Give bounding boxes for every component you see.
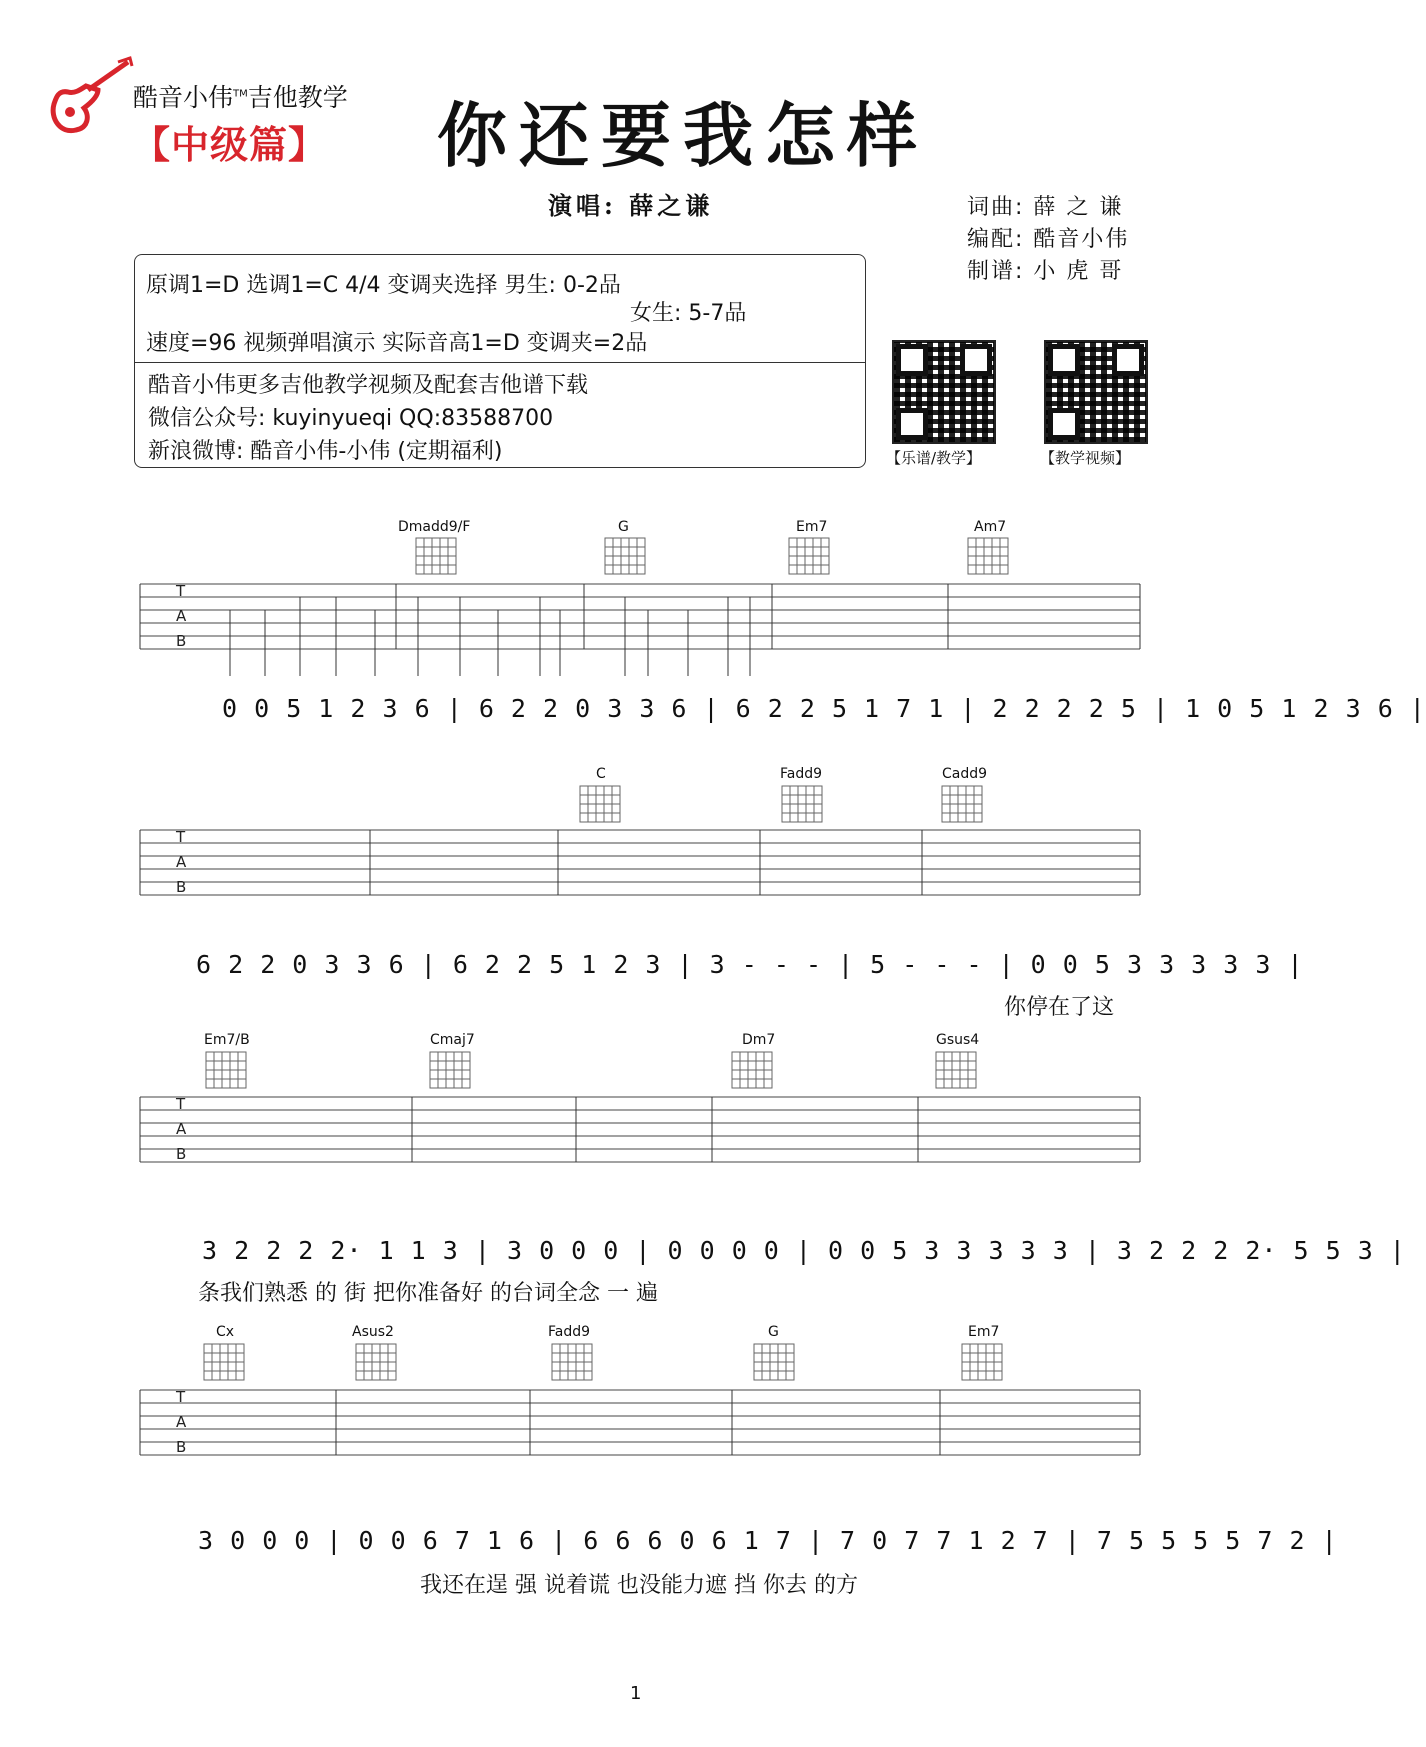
chord-diagram — [416, 538, 456, 574]
jianpu-line: 3 0 0 0 | 0 0 6 7 1 6 | 6 6 6 0 6 1 7 | 7 0 7 7 1 2 7 | 7 5 5 5 5 7 2 | — [198, 1526, 1338, 1555]
chord-diagram — [782, 786, 822, 822]
chord-diagram — [356, 1344, 396, 1380]
chord-name: C — [596, 766, 606, 782]
promo-line: 酷音小伟更多吉他教学视频及配套吉他谱下载 — [148, 373, 589, 398]
chord-name: Fadd9 — [548, 1324, 591, 1340]
page-number: 1 — [630, 1683, 642, 1704]
chord-name: Asus2 — [352, 1324, 394, 1340]
qr-caption-sheet: 【乐谱/教学】 — [886, 449, 982, 467]
chord-name: Cmaj7 — [430, 1032, 475, 1048]
chord-diagram — [789, 538, 829, 574]
chord-diagram — [206, 1052, 246, 1088]
chord-name: Gsus4 — [936, 1032, 980, 1048]
chord-name: Am7 — [974, 519, 1007, 535]
chord-diagram — [754, 1344, 794, 1380]
weibo-line: 新浪微博: 酷音小伟-小伟 (定期福利) — [148, 439, 503, 464]
svg-text:B: B — [176, 1438, 187, 1456]
chord-diagram — [552, 1344, 592, 1380]
chord-diagram — [936, 1052, 976, 1088]
svg-text:A: A — [176, 1413, 187, 1431]
svg-text:A: A — [176, 853, 187, 871]
chord-name: Em7 — [796, 519, 828, 535]
lyrics-line: 条我们熟悉 的 街 把你准备好 的台词全念 一 遍 — [198, 1281, 658, 1306]
svg-text:A: A — [176, 1120, 187, 1138]
wechat-line: 微信公众号: kuyinyueqi QQ:83588700 — [148, 406, 554, 431]
chord-name: Cadd9 — [942, 766, 988, 782]
chord-diagram — [204, 1344, 244, 1380]
capo-female-line: 女生: 5-7品 — [630, 301, 747, 326]
song-title: 你还要我怎样 — [437, 94, 929, 177]
chord-diagram — [605, 538, 645, 574]
jianpu-line: 6 2 2 0 3 3 6 | 6 2 2 5 1 2 3 | 3 - - - | 5 - - - | 0 0 5 3 3 3 3 3 | — [196, 950, 1304, 979]
svg-text:T: T — [176, 828, 186, 846]
chord-diagram — [580, 786, 620, 822]
chord-diagram — [430, 1052, 470, 1088]
chord-name: Dm7 — [742, 1032, 776, 1048]
svg-text:B: B — [176, 1145, 187, 1163]
credit-lyrics-music: 词曲: 薛 之 谦 — [967, 195, 1124, 220]
chord-name: Cx — [216, 1324, 235, 1340]
svg-text:T: T — [176, 1095, 186, 1113]
key-line: 原调1=D 选调1=C 4/4 变调夹选择 男生: 0-2品 — [146, 273, 621, 298]
chord-name: Em7 — [968, 1324, 1000, 1340]
difficulty-level: 【中级篇】 — [132, 123, 328, 167]
svg-text:B: B — [176, 878, 187, 896]
brand-name: 酷音小伟™吉他教学 — [133, 83, 348, 112]
svg-text:T: T — [176, 1388, 186, 1406]
chord-name: G — [618, 519, 629, 535]
chord-name: G — [768, 1324, 779, 1340]
chord-diagram — [732, 1052, 772, 1088]
svg-text:B: B — [176, 632, 187, 650]
credit-transcriber: 制谱: 小 虎 哥 — [967, 259, 1124, 284]
chord-name: Dmadd9/F — [398, 519, 471, 535]
credit-arranger: 编配: 酷音小伟 — [967, 227, 1130, 252]
chord-name: Em7/B — [204, 1032, 250, 1048]
lyrics-line: 我还在逞 强 说着谎 也没能力遮 挡 你去 的方 — [420, 1573, 858, 1598]
qr-caption-video: 【教学视频】 — [1040, 449, 1131, 467]
jianpu-line: 0 0 5 1 2 3 6 | 6 2 2 0 3 3 6 | 6 2 2 5 1 7 1 | 2 2 2 2 5 | 1 0 5 1 2 3 6 | — [222, 694, 1426, 723]
chord-name: Fadd9 — [780, 766, 823, 782]
singer: 演唱: 薛之谦 — [548, 191, 714, 220]
lyrics-line: 你停在了这 — [1004, 995, 1115, 1020]
tempo-line: 速度=96 视频弹唱演示 实际音高1=D 变调夹=2品 — [146, 331, 648, 356]
chord-diagram — [942, 786, 982, 822]
chord-diagram — [962, 1344, 1002, 1380]
jianpu-line: 3 2 2 2 2· 1 1 3 | 3 0 0 0 | 0 0 0 0 | 0 0 5 3 3 3 3 3 | 3 2 2 2 2· 5 5 3 | — [202, 1236, 1406, 1265]
svg-text:T: T — [176, 582, 186, 600]
chord-diagram — [968, 538, 1008, 574]
svg-text:A: A — [176, 607, 187, 625]
